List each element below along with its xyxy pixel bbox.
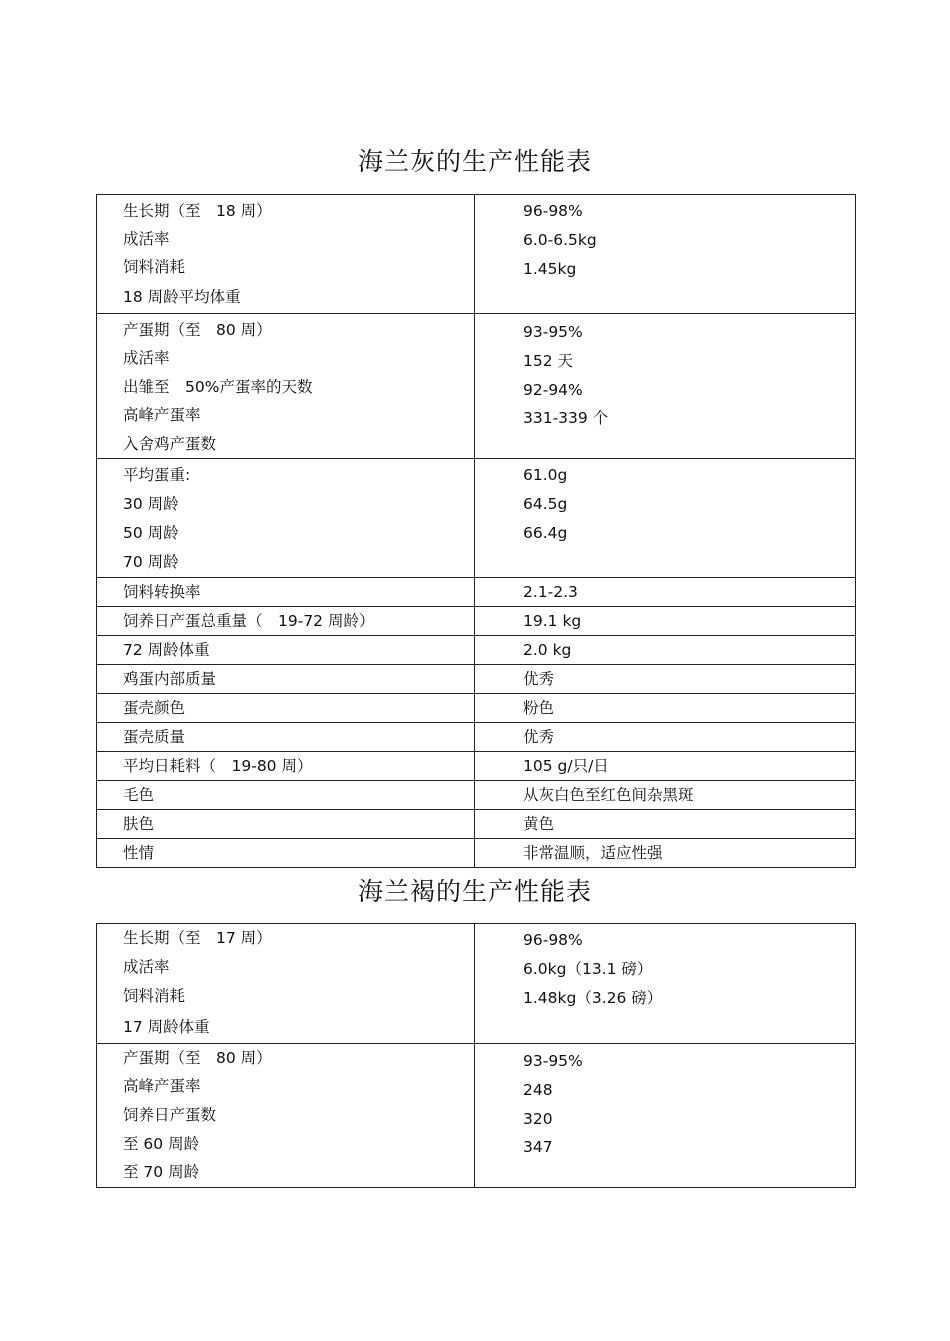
row-value: 105 g/只/日 — [523, 757, 609, 775]
value-cell — [475, 665, 856, 694]
value-line: 96-98% — [523, 931, 583, 949]
label-line: 70 周龄 — [123, 553, 179, 571]
value-cell — [475, 781, 856, 810]
value-line: 93-95% — [523, 1052, 583, 1070]
label-line: 平均蛋重: — [123, 466, 191, 484]
value-cell — [475, 924, 856, 1044]
row-label: 毛色 — [123, 786, 155, 804]
label-line: 产蛋期（至 80 周） — [123, 1049, 272, 1067]
value-line: 66.4g — [523, 524, 568, 542]
label-line: 生长期（至 17 周） — [123, 929, 272, 947]
value-line: 347 — [523, 1138, 553, 1156]
row-label: 饲料转换率 — [123, 583, 201, 601]
label-line: 高峰产蛋率 — [123, 1077, 201, 1095]
row-label: 平均日耗料（ 19-80 周） — [123, 757, 313, 775]
label-cell — [97, 781, 475, 810]
row-value: 2.1-2.3 — [523, 583, 578, 601]
row-label: 蛋壳颜色 — [123, 699, 186, 717]
value-cell — [475, 839, 856, 868]
value-cell — [475, 810, 856, 839]
value-line: 92-94% — [523, 381, 583, 399]
row-value: 优秀 — [523, 670, 555, 688]
label-line: 18 周龄平均体重 — [123, 288, 241, 306]
row-value: 优秀 — [523, 728, 555, 746]
table-row — [97, 459, 856, 578]
label-cell — [97, 459, 475, 578]
row-label: 蛋壳质量 — [123, 728, 186, 746]
row-label: 鸡蛋内部质量 — [123, 670, 217, 688]
value-line: 331-339 个 — [523, 409, 609, 427]
label-cell — [97, 195, 475, 314]
label-line: 高峰产蛋率 — [123, 406, 201, 424]
label-cell — [97, 636, 475, 665]
value-cell — [475, 578, 856, 607]
label-line: 饲料消耗 — [123, 987, 186, 1005]
value-cell — [475, 195, 856, 314]
table-row — [97, 665, 856, 694]
label-cell — [97, 314, 475, 459]
label-cell — [97, 607, 475, 636]
label-line: 入舍鸡产蛋数 — [123, 435, 217, 453]
label-cell — [97, 839, 475, 868]
label-cell — [97, 752, 475, 781]
value-cell — [475, 1044, 856, 1188]
label-line: 至 60 周龄 — [123, 1135, 200, 1153]
haylan-brown-performance-table — [96, 923, 856, 1188]
label-cell — [97, 723, 475, 752]
table-row — [97, 636, 856, 665]
value-line: 248 — [523, 1081, 553, 1099]
row-value: 非常温顺，适应性强 — [523, 844, 663, 862]
value-cell — [475, 607, 856, 636]
value-line: 93-95% — [523, 323, 583, 341]
haylan-gray-performance-table — [96, 194, 856, 868]
row-label: 饲养日产蛋总重量（ 19-72 周龄） — [123, 612, 375, 630]
row-label: 性情 — [123, 844, 155, 862]
label-line: 饲料消耗 — [123, 258, 186, 276]
value-cell — [475, 636, 856, 665]
table-row — [97, 607, 856, 636]
value-line: 96-98% — [523, 202, 583, 220]
label-line: 30 周龄 — [123, 495, 179, 513]
value-line: 64.5g — [523, 495, 568, 513]
label-line: 至 70 周龄 — [123, 1163, 200, 1181]
label-line: 17 周龄体重 — [123, 1018, 210, 1036]
label-line: 50 周龄 — [123, 524, 179, 542]
label-line: 出雏至 50%产蛋率的天数 — [123, 378, 313, 396]
value-line: 320 — [523, 1110, 553, 1128]
row-label: 肤色 — [123, 815, 155, 833]
label-cell — [97, 810, 475, 839]
label-cell — [97, 578, 475, 607]
table-row — [97, 694, 856, 723]
table-row — [97, 810, 856, 839]
table-row — [97, 839, 856, 868]
value-line: 61.0g — [523, 466, 568, 484]
label-line: 成活率 — [123, 230, 170, 248]
value-cell — [475, 752, 856, 781]
value-cell — [475, 314, 856, 459]
table-row — [97, 578, 856, 607]
table-row — [97, 314, 856, 459]
label-cell — [97, 924, 475, 1044]
value-cell — [475, 459, 856, 578]
value-line: 1.48kg（3.26 磅） — [523, 989, 663, 1007]
table-row — [97, 1044, 856, 1188]
label-line: 成活率 — [123, 958, 170, 976]
label-line: 产蛋期（至 80 周） — [123, 321, 272, 339]
label-line: 成活率 — [123, 349, 170, 367]
row-value: 粉色 — [523, 699, 555, 717]
row-value: 19.1 kg — [523, 612, 582, 630]
table2-title: 海兰褐的生产性能表 — [357, 877, 592, 906]
table-row — [97, 781, 856, 810]
label-line: 生长期（至 18 周） — [123, 202, 272, 220]
table-row — [97, 752, 856, 781]
table1-title: 海兰灰的生产性能表 — [357, 147, 592, 176]
value-cell — [475, 723, 856, 752]
label-cell — [97, 1044, 475, 1188]
row-value: 2.0 kg — [523, 641, 572, 659]
row-value: 从灰白色至红色间杂黑斑 — [523, 786, 694, 804]
value-line: 1.45kg — [523, 260, 577, 278]
value-line: 152 天 — [523, 352, 574, 370]
table-row — [97, 924, 856, 1044]
row-label: 72 周龄体重 — [123, 641, 210, 659]
row-value: 黄色 — [523, 815, 555, 833]
label-line: 饲养日产蛋数 — [123, 1106, 217, 1124]
value-cell — [475, 694, 856, 723]
label-cell — [97, 665, 475, 694]
table-row — [97, 195, 856, 314]
table-row — [97, 723, 856, 752]
label-cell — [97, 694, 475, 723]
value-line: 6.0kg（13.1 磅） — [523, 960, 653, 978]
value-line: 6.0-6.5kg — [523, 231, 597, 249]
